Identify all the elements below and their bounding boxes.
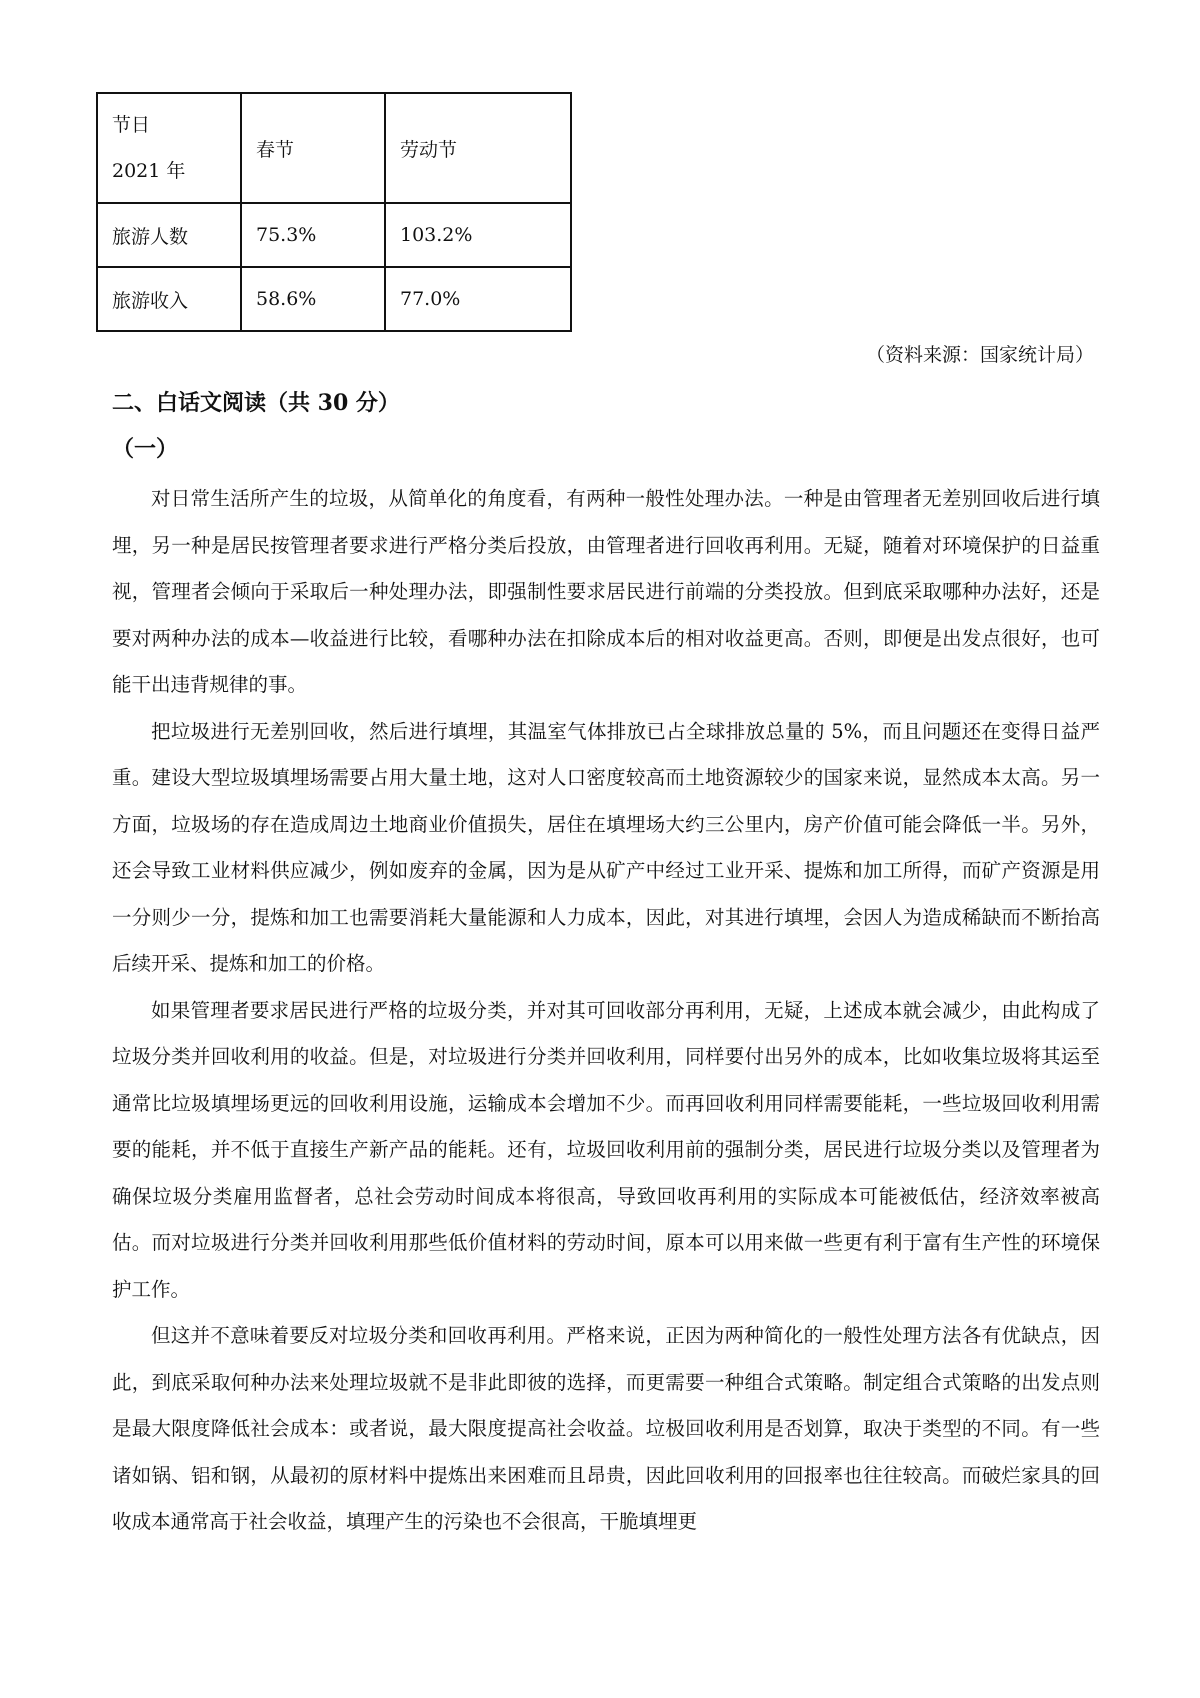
section-title: 二、白话文阅读（共 30 分） — [112, 390, 400, 416]
row-label-revenue: 旅游收入 — [97, 267, 241, 331]
corner-label-year: 2021 年 — [112, 160, 186, 182]
table-row — [97, 203, 571, 267]
table-corner-cell — [97, 93, 241, 203]
table-header-row — [97, 93, 571, 203]
column-header-spring-festival: 春节 — [241, 93, 385, 203]
paragraph: 如果管理者要求居民进行严格的垃圾分类，并对其可回收部分再利用，无疑，上述成本就会减少，由此构成了垃圾分类并回收利用的收益。但是，对垃圾进行分类并回收利用，同样要付出另外的成本，比如收集垃圾将其运至通常比垃圾填埋场更远的回收利用设施，运输成本会增加不少。而再回收利用同样需要能耗，一些垃圾回收利用需要的能耗，并不低于直接生产新产品的能耗。还有，垃圾回收利用前的强制分类，居民进行垃圾分类以及管理者为确保垃圾分类雇用监督者，总社会劳动时间成本将很高，导致回收再利用的实际成本可能被低估，经济效率被高估。而对垃圾进行分类并回收利用那些低价值材料的劳动时间，原本可以用来做一些更有利于富有生产性的环境保护工作。 — [112, 998, 1100, 1301]
paragraph: 对日常生活所产生的垃圾，从简单化的角度看，有两种一般性处理办法。一种是由管理者无差别回收后进行填埋，另一种是居民按管理者要求进行严格分类后投放，由管理者进行回收再利用。无疑，随着对环境保护的日益重视，管理者会倾向于采取后一种处理办法，即强制性要求居民进行前端的分类投放。但到底采取哪种办法好，还是要对两种办法的成本—收益进行比较，看哪种办法在扣除成本后的相对收益更高。否则，即便是出发点很好，也可能干出违背规律的事。 — [112, 487, 1100, 696]
data-source-note: （资料来源：国家统计局） — [865, 344, 1094, 366]
reading-passage — [112, 476, 1100, 1546]
table-cell: 58.6% — [241, 267, 385, 331]
holiday-tourism-table — [96, 92, 572, 332]
paragraph: 但这并不意味着要反对垃圾分类和回收再利用。严格来说，正因为两种简化的一般性处理方法各有优缺点，因此，到底采取何种办法来处理垃圾就不是非此即彼的选择，而更需要一种组合式策略。制定组合式策略的出发点则是最大限度降低社会成本：或者说，最大限度提高社会收益。垃极回收利用是否划算，取决于类型的不同。有一些诸如锅、铝和钢，从最初的原材料中提炼出来困难而且昂贵，因此回收利用的回报率也往往较高。而破烂家具的回收成本通常高于社会收益，填理产生的污染也不会很高，干脆填埋更 — [112, 1324, 1100, 1533]
table-row — [97, 267, 571, 331]
column-header-labor-day: 劳动节 — [385, 93, 571, 203]
row-label-visitors: 旅游人数 — [97, 203, 241, 267]
subsection-title: （一） — [112, 436, 179, 462]
table-cell: 103.2% — [385, 203, 571, 267]
corner-label-holiday: 节日 — [112, 114, 151, 136]
table-cell: 75.3% — [241, 203, 385, 267]
paragraph: 把垃圾进行无差别回收，然后进行填埋，其温室气体排放已占全球排放总量的 5%，而且问题还在变得日益严重。建设大型垃圾填埋场需要占用大量土地，这对人口密度较高而土地资源较少的国家来说，显然成本太高。另一方面，垃圾场的存在造成周边土地商业价值损失，居住在填埋场大约三公里内，房产价值可能会降低一半。另外，还会导致工业材料供应减少，例如废弃的金属，因为是从矿产中经过工业开采、提炼和加工所得，而矿产资源是用一分则少一分，提炼和加工也需要消耗大量能源和人力成本，因此，对其进行填埋，会因人为造成稀缺而不断抬高后续开采、提炼和加工的价格。 — [112, 719, 1100, 975]
table-cell: 77.0% — [385, 267, 571, 331]
